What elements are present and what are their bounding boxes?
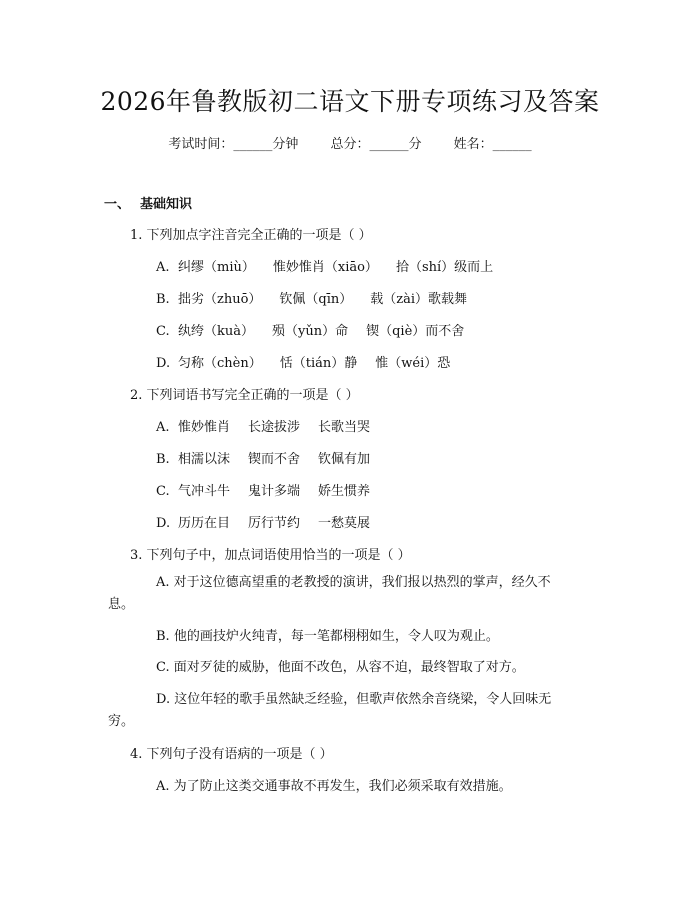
student-name-field: 姓名：______ xyxy=(453,137,532,152)
exam-time-field: 考试时间：______分钟 xyxy=(168,137,299,152)
question-2-option-b: B. 相濡以沫 锲而不舍 钦佩有加 xyxy=(156,452,371,467)
question-1-stem: 1. 下列加点字注音完全正确的一项是（ ） xyxy=(130,228,372,243)
section-number: 一、 xyxy=(104,197,131,212)
question-2-option-a: A. 惟妙惟肖 长途拔涉 长歌当哭 xyxy=(156,420,371,435)
question-2-option-d: D. 历历在目 厉行节约 一愁莫展 xyxy=(156,516,371,531)
question-3-option-b: B. 他的画技炉火纯青，每一笔都栩栩如生，令人叹为观止。 xyxy=(156,629,499,644)
section-title: 基础知识 xyxy=(140,197,193,212)
section-heading xyxy=(104,193,192,212)
document-title: 2026年鲁教版初二语文下册专项练习及答案 xyxy=(100,87,600,116)
question-4-stem: 4. 下列句子没有语病的一项是（ ） xyxy=(130,747,333,762)
question-1-option-b: B. 拙劣（zhuō） 钦佩（qīn） 载（zài）歌载舞 xyxy=(156,292,468,307)
question-1-option-a: A. 纠缪（miù） 惟妙惟肖（xiāo） 拾（shí）级而上 xyxy=(156,260,494,275)
total-score-field: 总分：______分 xyxy=(330,137,422,152)
question-3-option-c: C. 面对歹徒的威胁，他面不改色，从容不迫，最终智取了对方。 xyxy=(156,660,525,675)
question-3-option-d: D. 这位年轻的歌手虽然缺乏经验，但歌声依然余音绕梁，令人回味无穷。 xyxy=(108,692,552,729)
question-2-option-c: C. 气冲斗牛 鬼计多端 娇生惯养 xyxy=(156,484,371,499)
question-4-option-a: A. 为了防止这类交通事故不再发生，我们必须采取有效措施。 xyxy=(156,779,512,794)
question-3-stem: 3. 下列句子中，加点词语使用恰当的一项是（ ） xyxy=(130,548,411,563)
question-1-option-c: C. 纨绔（kuà） 殒（yǔn）命 锲（qiè）而不舍 xyxy=(156,324,465,339)
question-1-option-d: D. 匀称（chèn） 恬（tián）静 惟（wéi）恐 xyxy=(156,356,451,371)
exam-meta xyxy=(0,133,700,152)
question-2-stem: 2. 下列词语书写完全正确的一项是（ ） xyxy=(130,388,359,403)
question-3-option-a: A. 对于这位德高望重的老教授的演讲，我们报以热烈的掌声，经久不息。 xyxy=(108,575,551,612)
